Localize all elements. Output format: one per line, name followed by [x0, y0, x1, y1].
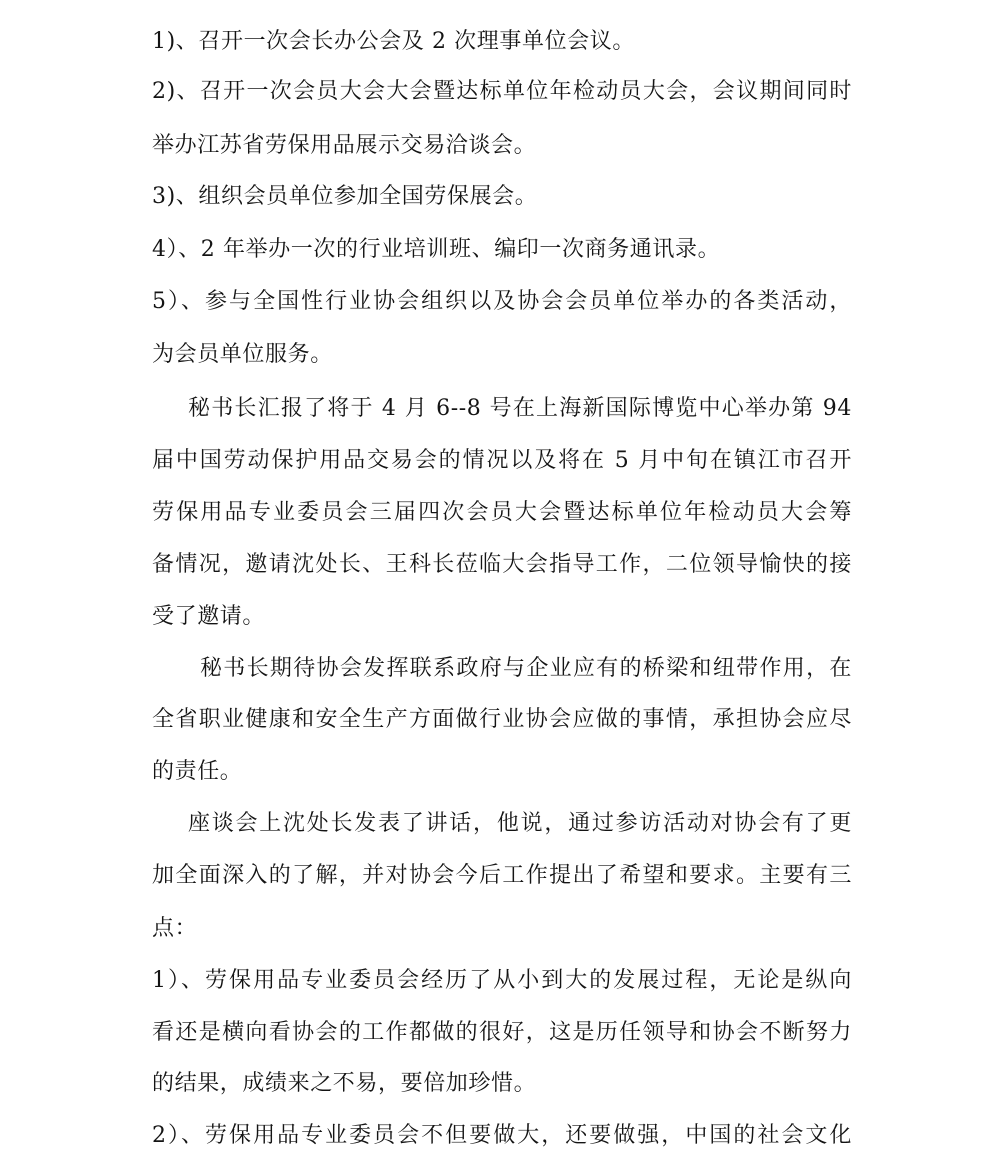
- list-item-2: 2)、召开一次会员大会大会暨达标单位年检动员大会，会议期间同时: [152, 79, 852, 104]
- point-2-line-1: 2）、劳保用品专业委员会不但要做大，还要做强，中国的社会文化: [152, 1123, 852, 1148]
- paragraph-1-line-5: 受了邀请。: [152, 604, 266, 629]
- paragraph-2-line-1: 秘书长期待协会发挥联系政府与企业应有的桥梁和纽带作用，在: [200, 656, 852, 681]
- paragraph-1-line-1: 秘书长汇报了将于 4 月 6--8 号在上海新国际博览中心举办第 94: [188, 396, 852, 421]
- paragraph-3-line-3: 点：: [152, 916, 198, 941]
- point-1-line-3: 的结果，成绩来之不易，要倍加珍惜。: [152, 1071, 537, 1096]
- list-item-1: 1)、召开一次会长办公会及 2 次理事单位会议。: [152, 29, 635, 54]
- list-item-4: 4）、2 年举办一次的行业培训班、编印一次商务通讯录。: [152, 237, 721, 262]
- point-1-line-1: 1）、劳保用品专业委员会经历了从小到大的发展过程，无论是纵向: [152, 968, 852, 993]
- paragraph-2-line-2: 全省职业健康和安全生产方面做行业协会应做的事情，承担协会应尽: [152, 707, 852, 732]
- list-item-2-continued: 举办江苏省劳保用品展示交易洽谈会。: [152, 133, 537, 158]
- paragraph-3-line-2: 加全面深入的了解，并对协会今后工作提出了希望和要求。主要有三: [152, 863, 852, 888]
- list-item-5-continued: 为会员单位服务。: [152, 342, 333, 367]
- paragraph-3-line-1: 座谈会上沈处长发表了讲话，他说，通过参访活动对协会有了更: [188, 811, 852, 836]
- paragraph-1-line-2: 届中国劳动保护用品交易会的情况以及将在 5 月中旬在镇江市召开: [152, 448, 852, 473]
- list-item-5: 5）、参与全国性行业协会组织以及协会会员单位举办的各类活动，: [152, 289, 852, 314]
- point-1-line-2: 看还是横向看协会的工作都做的很好，这是历任领导和协会不断努力: [152, 1020, 852, 1045]
- paragraph-1-line-4: 备情况，邀请沈处长、王科长莅临大会指导工作，二位领导愉快的接: [152, 552, 852, 577]
- list-item-3: 3)、组织会员单位参加全国劳保展会。: [152, 184, 538, 209]
- paragraph-2-line-3: 的责任。: [152, 759, 243, 784]
- paragraph-1-line-3: 劳保用品专业委员会三届四次会员大会暨达标单位年检动员大会筹: [152, 500, 852, 525]
